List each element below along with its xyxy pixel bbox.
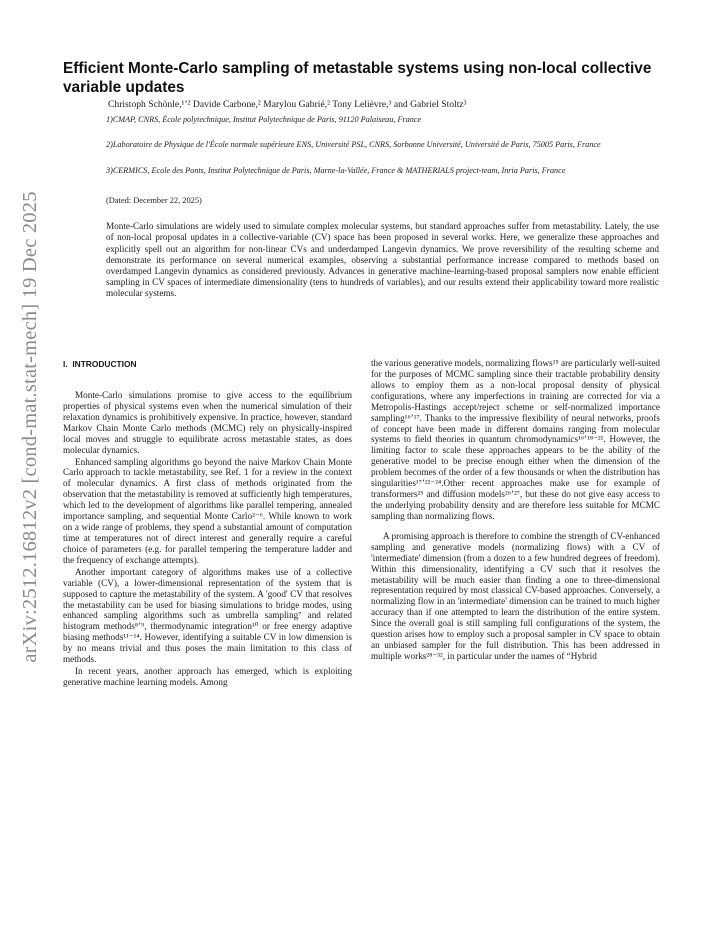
intro-paragraph-1: Monte-Carlo simulations promise to give access to the equilibrium properties of physical systems even when the numerical simulation of their relaxation dynamics is prohibitively expensive. In practice, however, standard Markov Chain Monte Carlo methods (MCMC) rely on physically-inspired local moves and struggle to equilibrate across metastable states, as does molecular dynamics.: [63, 390, 352, 455]
affiliation-text: CMAP, CNRS, École polytechnique, Institut Polytechnique de Paris, 91120 Palaiseau, France: [112, 115, 422, 124]
section-title: INTRODUCTION: [72, 359, 137, 369]
affiliation-text: Laboratoire de Physique de l'École normale supérieure ENS, Université PSL, CNRS, Sorbonne Université, Université de Paris, 75005 Paris, France: [112, 140, 601, 149]
affiliation-3: [106, 165, 666, 176]
affiliation-2: [106, 139, 666, 150]
intro-paragraph-3: Another important category of algorithms makes use of a collective variable (CV), a lower-dimensional representation of the system that is supposed to capture the metastability of the system. A 'good' CV that resolves the metastability can be used for biasing simulations to bridge modes, using enhanced sampling algorithms such as umbrella sampling⁷ and related histogram methods⁸ʼ⁹, thermodynamic integration¹⁰ or free energy adaptive biasing methods¹¹⁻¹⁴. However, identifying a suitable CV in low dimension is by no means trivial and thus poses the main limitation to this class of methods.: [63, 566, 352, 665]
dated-line: (Dated: December 22, 2025): [106, 196, 202, 205]
intro-paragraph-2: Enhanced sampling algorithms go beyond the naive Markov Chain Monte Carlo approach to tackle metastability, see Ref. 1 for a review in the context of molecular dynamics. A first class of methods originated from the observation that the metastability is removed at sufficiently high temperatures, which led to the development of algorithms like parallel tempering, annealed importance sampling, and sequential Monte Carlo²⁻⁶. While known to work on a wide range of problems, they spend a substantial amount of computation time at temperatures not of direct interest and generally require a careful choice of parameters (e.g. for parallel tempering the temperature ladder and the frequency of exchange attempts).: [63, 456, 352, 565]
affiliation-text: CERMICS, Ecole des Ponts, Institut Polytechnique de Paris, Marne-la-Vallée, France & MATHERIALS project-team, Inria Paris, France: [112, 166, 566, 175]
section-heading: [63, 358, 352, 370]
abstract: Monte-Carlo simulations are widely used to simulate complex molecular systems, but standard approaches suffer from metastability. Lately, the use of non-local proposal updates in a collective-variable (CV) space has been proposed in several works. Here, we generalize these approaches and explicitly spell out an algorithm for non-linear CVs and underdamped Langevin dynamics. We prove reversibility of the resulting scheme and demonstrate its performance on several numerical examples, observing a substantial performance increase compared to methods based on overdamped Langevin dynamics as considered previously. Advances in generative machine-learning-based proposal samplers now enable efficient sampling in CV spaces of intermediate dimensionality (tens to hundreds of variables), and our results extend their applicability toward more realistic molecular systems.: [106, 221, 659, 299]
arxiv-identifier-stamp: arXiv:2512.16812v2 [cond-mat.stat-mech] 19 Dec 2025: [19, 191, 41, 663]
section-number: I.: [63, 359, 68, 369]
intro-paragraph-5: the various generative models, normalizing flows¹⁵ are particularly well-suited for the purposes of MCMC sampling since their tractable probability density allows to employ them as a non-local proposal density of physical configurations, where any imperfections in training are corrected for via a Metropolis-Hastings accept/reject scheme or self-normalized importance sampling¹⁶ʼ¹⁷. Thanks to the impressive flexibility of neural networks, proofs of concept have been made in different domains ranging from molecular systems to field theories in quantum chromodynamics¹⁶ʼ¹⁸⁻²¹. However, the limiting factor to scale these approaches appears to be the ability of the generative model to be precise enough either when the dimension of the problem becomes of the order of a few thousands or when the distribution has singularities¹⁷ʼ²²⁻²⁴.Other recent approaches make use for example of transformers²⁵ and diffusion models²⁶ʼ²⁷, but these do not give easy access to the underlying probability density and are therefore less suitable for MCMC sampling than normalizing flows.: [371, 358, 660, 521]
left-column: [63, 358, 352, 688]
affiliation-mark: 3): [106, 166, 113, 175]
affiliation-mark: 1): [106, 115, 113, 124]
paper-title: Efficient Monte-Carlo sampling of metastable systems using non-local collective variable updates: [63, 60, 652, 96]
intro-paragraph-4: In recent years, another approach has emerged, which is exploiting generative machine learning models. Among: [63, 666, 352, 687]
intro-paragraph-6: A promising approach is therefore to combine the strength of CV-enhanced sampling and generative models (normalizing flows) with a CV of 'intermediate' dimension (from a dozen to a few hundred degrees of freedom). Within this dimensionality, identifying a CV such that it resolves the metastability will be much easier than finding a one to three-dimensional representation required by most classical CV-based approaches. Conversely, a normalizing flow in an 'intermediate' dimension can be trained to much higher accuracy than if one attempted to learn the distribution of the entire system. Since the overall goal is still sampling full configurations of the system, the question arises how to employ such a proposal sampler in CV space to obtain an unbiased sampler for the full distribution. This has been addressed in multiple works²⁸⁻³², in particular under the names of “Hybrid: [371, 530, 660, 661]
author-list: Christoph Schönle,¹ʼ² Davide Carbone,² Marylou Gabrié,² Tony Lelièvre,³ and Gabriel Stoltz³: [108, 99, 467, 110]
affiliation-mark: 2): [106, 140, 113, 149]
affiliation-1: [106, 114, 666, 125]
right-column: [371, 358, 660, 662]
